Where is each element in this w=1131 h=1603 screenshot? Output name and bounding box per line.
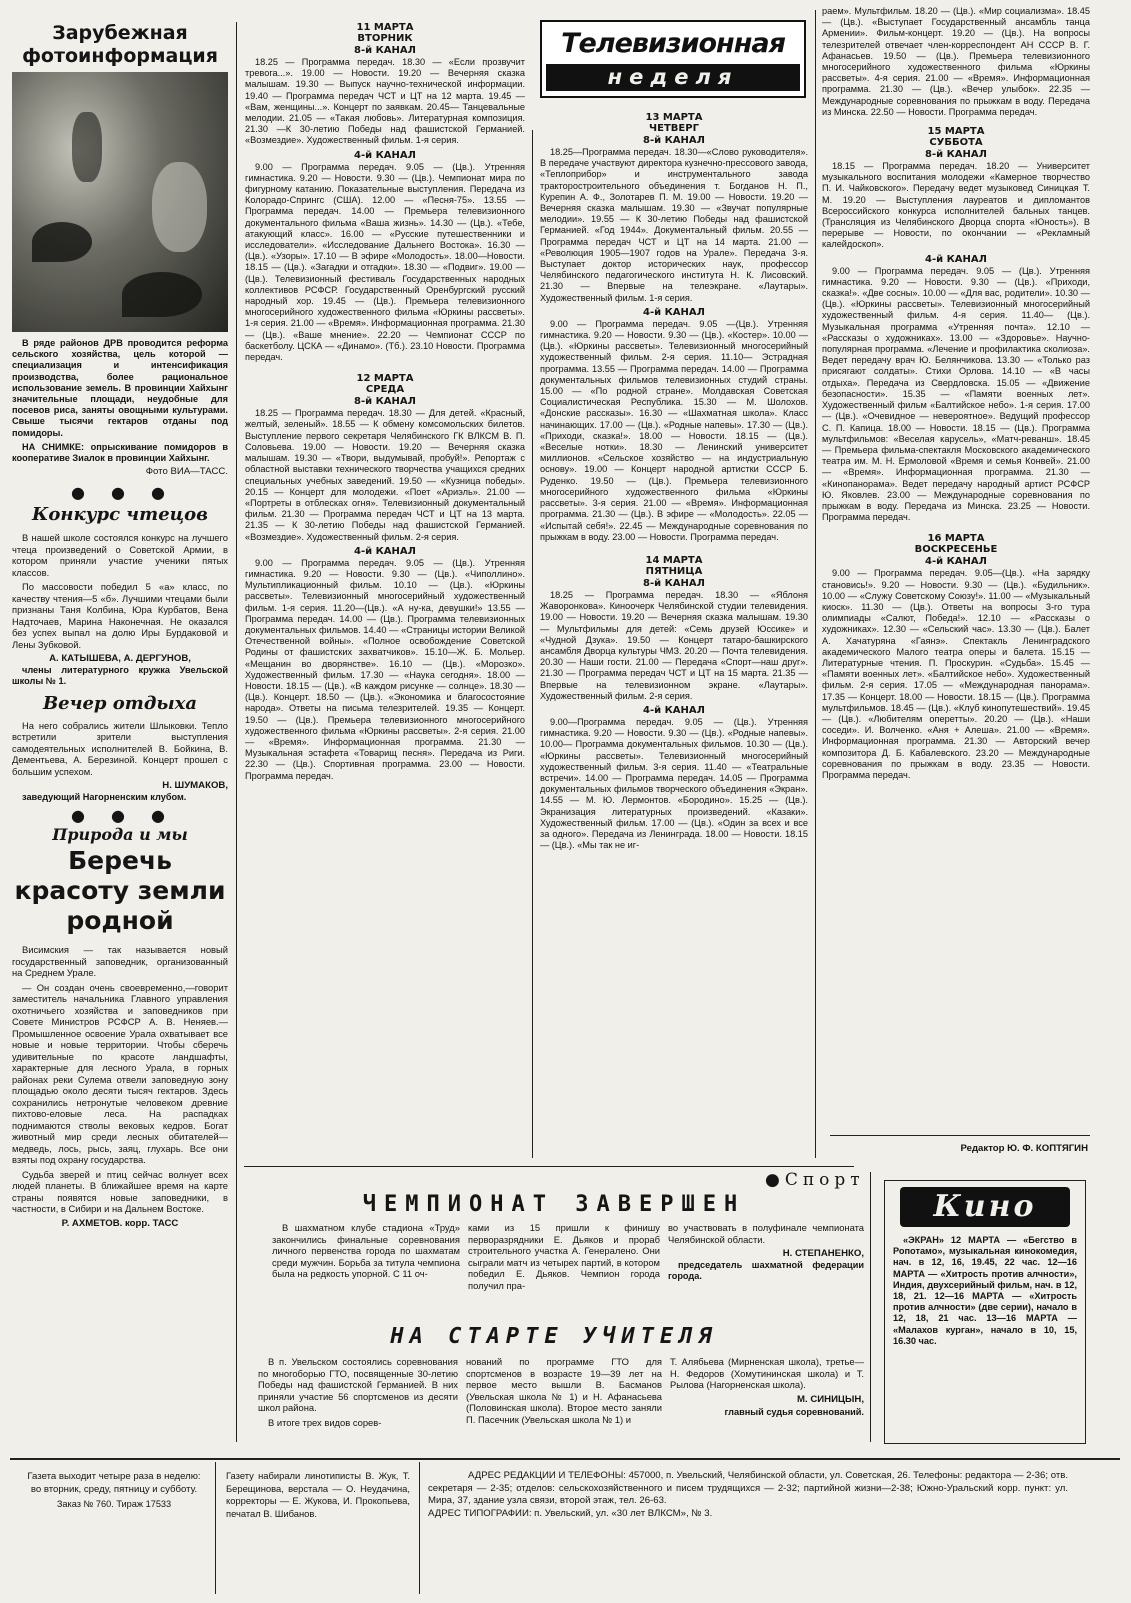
kino-logo: Кино [900,1187,1070,1227]
column-rule [236,22,237,1442]
teacher-author-role: главный судья соревнований. [724,1406,864,1417]
sport-paragraph: В шахматном клубе стадиона «Труд» закончились финальные соревнования личного первенства города по шахматам среди мужчин. Борьба за титула чемпиона была на редкость упорной. С 11 оч- [272,1222,460,1279]
tv-schedule-text: 9.00 — Программа передач. 9.05 — (Цв.). Утренняя гимнастика. 9.20 — Новости. 9.30 — (Цв.). Чемпионат мира по фигурному катанию. Показательные выступления. Передача из Колорадо-Спрингс (США). 12.00 — «Песня-75». 13.55 — Программа передач. 14.00 — Премьера телевизионного документального фильма «Ваша жизнь». 14.30 — (Цв.). «Тебе, атакующий класс». 16.00 — «Русские путешественники и исследователи». «Исследование Дальнего Востока». 16.30 — (Цв.). «Узоры». 17.10 — В эфире «Молодость». 18.00—Новости. 18.15 — (Цв.). «Загадки и отгадки». 18.30 — «Подвиг». 19.00 — (Цв.). Телевизионный фестиваль Государственных народных коллективов РСФСР. Государственный Оренбургский русский народный хор. 19.45 — (Цв.). Премьера телевизионного многосерийного художественного фильма «Юркины рассветы». 1-я серия. 21.00 — «Время». Информационная программа. 21.30 — (Цв.). «Ваше мнение». 22.20 — Чемпионат СССР по баскетболу. ЦСКА — «Динамо». (Тб.). 23.10 Новости. Программа передач. [245,161,525,363]
teacher-author: М. СИНИЦЫН, [797,1393,864,1405]
tv-date: 11 МАРТА [356,22,414,33]
footer-block [226,1470,410,1594]
tv-editor: Редактор Ю. Ф. КОПТЯГИН [960,1143,1088,1154]
news-photo [12,72,228,332]
sport-paragraph: ками из 15 пришли к финишу перворазрядники Е. Дьяков и прораб строительного участка А. Генералено. Они сыграли матч из четырех партий, в котором победил Е. Дьяков. Чемпион города получил пра- [468,1222,660,1291]
nature-title: Беречь красоту земли родной [14,846,226,936]
teacher-paragraph: нований по программе ГТО для спортсменов в возрасте 19—39 лет на первое место вышли В. Басманов (Увельская школа № 1) и Н. Афанасьева (Половинская школа). Второе место заняли П. Пасечник (Увельская школа № 1) и [466,1356,662,1425]
tv-day-header [822,533,1090,555]
tv-week-logo [540,20,806,98]
footer-staff: Газету набирали линотиписты В. Жук, Т. Берещинова, верстала — О. Неудачина, корректоры — Е. Жукова, И. Прокопьева, печатал В. Шибанов. [226,1470,410,1519]
sport-author: Н. СТЕПАНЕНКО, [782,1248,864,1259]
column-rule [244,1166,854,1167]
tv-date: 16 МАРТА [927,533,985,545]
evening-author-role: заведующий Нагорненским клубом. [22,792,187,803]
tv-channel-label: 4-й КАНАЛ [354,149,416,161]
nature-paragraph: Судьба зверей и птиц сейчас волнует всех людей планеты. В ближайшее время на карте страны появятся новые заповедники, в частности, в Сибири и на Дальнем Востоке. [12,1168,228,1215]
kino-listings: «ЭКРАН» 12 МАРТА — «Бегство в Ропотамо», музыкальная кинокомедия, нач. в 12, 16, 19.45, 22 час. 12—16 МАРТА — «Хитрость против алчности», Индия, двухсерийный фильм, нач. в 12, 18, 21. 12—16 МАРТА — «Хитрость против алчности» (две серии), начало в 12, 18, 21 час. 13—16 МАРТА — «Малахов курган», начало в 10, 15, 16.30 час. [893,1235,1077,1346]
foreign-photo-title: Зарубежная фотоинформация [22,22,218,67]
foreign-photo-credit: Фото ВИА—ТАСС. [145,466,228,478]
tv-date: 13 МАРТА [645,112,703,123]
tv-weekday: СУББОТА [929,137,983,149]
tv-day-header [540,112,808,134]
tv-schedule-text: раем». Мультфильм. 18.20 — (Цв.). «Мир социализма». 18.45 — (Цв.). «Выступает Государственный ансамбль танца Армении». Фильм-концерт. 19.20 — (Цв.). На вопросы телезрителей отвечает член-корреспондент АН СССР В. Г. Афанасьев. 19.50 — (Цв.). Премьера телевизионного многосерийного художественного фильма «Юркины рассветы». 4-я серия. 21.00 — «Время». Информационная программа. 21.30 — (Цв.). «Вечер улыбок». 22.35 — Международные соревнования по прыжкам в воду. Передача из Минска. 22.50 — Новости. Программа передач. [822,6,1090,117]
tv-channel-label: 8-й КАНАЛ [354,396,416,408]
evening-title: Вечер отдыха [42,692,198,714]
tv-channel-label: 4-й КАНАЛ [643,704,705,716]
sport-column [468,1222,660,1322]
tv-channel-label: 4-й КАНАЛ [354,545,416,557]
tv-schedule-text: 9.00—Программа передач. 9.05 — (Цв.). Утренняя гимнастика. 9.20 — Новости. 9.30 — (Цв.). «Родные напевы». 10.00— Программа документальных фильмов. 10.30 — (Цв.). «Юркины рассветы». Телевизионный многосерийный художественный фильм. 3-я серия. 11.40 — «Театральные встречи». 14.00 — Программа передач. 14.05 — Программа документальных фильмов творческого объединения «Экран». 14.55 — М. Ю. Лермонтов. «Бородино». 15.25 — (Цв.). Экранизация литературных произведений. «Казаки». Художественный фильм. 17.00 — (Цв.). «Один за всех и все за одного». Передача из Ленинграда. 18.00 — Новости. 18.15 — (Цв.). «Мы так не иг- [540,716,808,851]
sport-column [272,1222,460,1322]
tv-channel-label: 8-й КАНАЛ [354,45,416,56]
tv-channel-label: 8-й КАНАЛ [925,149,987,161]
footer-block [428,1470,1068,1594]
teacher-paragraph: В п. Увельском состоялись соревнования по многоборью ГТО, посвященные 30-летию Победы над фашистской Германией. В них приняли участие 56 спортсменов из десяти школ района. [258,1356,458,1413]
footer-rule [10,1458,1120,1460]
contest-paragraph: По массовости победил 5 «а» класс, по качеству чтения—5 «б». Лучшими чтецами были признаны Таня Колбина, Юра Курбатов, Вена Надточаев, Марина Наконечная. Не оказался без успех выпал на долю Иры Бурдаковой и Лены Зубковой. [12,581,228,650]
tv-column-sat-sun [822,6,1090,1134]
tv-date: 12 МАРТА [356,373,414,385]
column-rule [870,1172,871,1442]
teacher-title: НА СТАРТЕ УЧИТЕЛЯ [390,1324,718,1349]
footer-rule [419,1462,420,1594]
tv-channel-label: 8-й КАНАЛ [643,135,705,146]
tv-weekday: ВОСКРЕСЕНЬЕ [914,544,998,556]
column-rule [830,1135,1090,1136]
tv-day-header [245,373,525,395]
nature-paragraph: Висимския — так называется новый государственный заповедник, организованный на Среднем Урале. [12,944,228,979]
sport-paragraph: во участвовать в полуфинале чемпионата Челябинской области. [668,1222,864,1245]
nature-author: Р. АХМЕТОВ. корр. ТАСС [61,1217,179,1229]
footer-schedule: Газета выходит четыре раза в неделю: во вторник, среду, пятницу и субботу. [27,1471,201,1495]
teacher-column [670,1356,864,1448]
tv-column-thu-fri [540,108,808,1163]
tv-weekday: ВТОРНИК [357,33,413,44]
tv-schedule-text: 18.15 — Программа передач. 18.20 — Университет музыкального воспитания молодежи «Камерное творчество П. И. Чайковского». Передачу ведет музыковед Синицкая Т. М. 19.20 — Выступления лауреатов и дипломантов Всероссийского конкурса исполнителей бальных танцев. (Трансляция из Челябинского Дворца спорта «Юность»). В перерыве — Новости, по окончании — «Рекламный калейдоскоп». [822,161,1090,250]
tv-day-header [540,555,808,577]
contest-paragraph: В нашей школе состоялся конкурс на лучшего чтеца произведений о Советской Армии, в котором приняли участие ученики пятых классов. [12,532,228,578]
tv-weekday: ПЯТНИЦА [645,565,703,577]
kino-box [884,1180,1086,1444]
foreign-photo-caption: НА СНИМКЕ: опрыскивание помидоров в кооперативе Зиалок в провинции Хайхынг. [12,441,228,464]
separator-dots: ●●● [71,483,191,503]
evening-paragraph: На него собрались жители Шлыковки. Тепло встретили зрители выступления самодеятельных исполнителей В. Бойкина, В. Дементьева, А. Березиной. Концерт прошел с большим успехом. [12,719,228,777]
nature-rubric: Природа и мы [52,825,188,845]
tv-column-tue-wed [245,18,525,1163]
tv-logo-line2: неделя [546,64,800,91]
separator-dots: ●●● [71,806,191,826]
contest-title: Конкурс чтецов [32,504,208,526]
sport-column [668,1222,864,1322]
column-rule [815,10,816,1158]
teacher-column [258,1356,458,1448]
teacher-paragraph: В итоге трех видов сорев- [268,1416,382,1428]
sport-rubric: ●Спорт [765,1170,865,1190]
tv-schedule-text: 9.00 — Программа передач. 9.05 — (Цв.). Утренняя гимнастика. 9.20 — Новости. 9.30 — (Цв.). «Чиполлино». Мультипликационный фильм. 10.10 — (Цв.). «Юркины рассветы». Телевизионный многосерийный художественный фильм. 1-я серия. 11.20—(Цв.). «А ну-ка, девушки!» 13.55 — Программа передач. 14.00 — (Цв.). Программа телевизионных документальных фильмов. 14.40 — «Страницы истории Великой Отечественной войны». «Полное освобождение Советской Родины от фашистских захватчиков». 15.10—Ж. Б. Мольер. «Мещанин во дворянстве». 16.10 — (Цв.). «Морозко». Художественный фильм. 17.30 — «Наука сегодня». 18.00 — Новости. 18.15 — (Цв.). «В каждом рисунке — солнце». 18.30 — (Цв.). Концерт. 18.50 — (Цв.). «Экономика и благосостояние народа». Ответы на письма телезрителей. 19.35 — Концерт. 19.50 — (Цв.). Премьера телевизионного многосерийного художественного фильма «Юркины рассветы». 2-я серия. 21.00 — «Время». Информационная программа. 21.30 — Музыкальная эстафета «Товарищ песня». Передача из Риги. 22.30 — (Цв.). Спортивная программа. 23.00 — Новости. Программа передач. [245,557,525,781]
sport-author-role: председатель шахматной федерации города. [668,1260,864,1282]
tv-day-header [822,126,1090,148]
nature-paragraph: — Он создан очень своевременно,—говорит заместитель начальника Главного управления охотничьего хозяйства и заповедников при Совете Министров РСФСР А. В. Неняев.—Промышленное освоение Урала охватывает все новые и новые территории. Чтобы сберечь удивительные по красоте ландшафты, характерные для лесного Урала, в горных районах реки Сулема отвели заповедную зону площадью около десяти тысяч гектаров. Здесь сохранились нетронутые человеком древние пихтово-еловые леса. На распадках поднимаются стволы вековых кедров. Богат животный мир среди лесных обитателей—медведь, лось, рысь, заяц, глухарь. Все они взяты под охрану государства. [12,981,228,1166]
tv-schedule-text: 18.25 — Программа передач. 18.30 — «Если прозвучит тревога...». 19.00 — Новости. 19.20 — Вечерняя сказка малышам. 19.30 — Выпуск научно-технической информации. 19.40 — Программа передач ЧСТ и ЦТ на 12 марта. 19.45 — «Вам, женщины...». Концерт по заявкам. 20.45— Танцевальные мелодии. 21.05 — «Такая любовь». Литературная композиция. 21.30 —К 30-летию Победы над фашистской Германией. «Возмездие». Художественный фильм. 1-я серия. [245,57,525,146]
evening-author: Н. ШУМАКОВ, [162,780,228,792]
tv-channel-label: 4-й КАНАЛ [925,556,987,568]
teacher-column [466,1356,662,1448]
tv-schedule-text: 9.00 — Программа передач. 9.05—(Цв.). «На зарядку становись!». 9.20 — Новости. 9.30 — (Цв.). «Будильник». 10.00 — «Служу Советскому Союзу!». 11.00 — «Музыкальный киоск». 11.30 — (Цв.). Ответы на вопросы 3-го тура олимпиады «Салют, Победа!». 12.10 — «Рассказы о художниках». 12.30 — «Сельский час». 13.30 — (Цв.). Балет А. Хачатуряна «Гаянэ». Спектакль Ленинградского академического Малого театра оперы и балета. 15.15 — Литературные чтения. П. Проскурин. «Судьба». 15.45 — «Памяти военных лет». «Балтийское небо». Художественный фильм. 2-я серия. 17.05 — «Международная панорама». 17.35 — Концерт. 18.00 — Новости. 18.15 — (Цв.). Программа мультфильмов. 18.45 — (Цв.). «Клуб кинопутешествий». 19.45 — (Цв.). «Любителям оперетты». 20.20 — (Цв.). «Наши соседи». И. Волченко. «Аня + Алеша». 21.00 — «Время». Информационная программа. 21.30 — Авторский вечер композитора Д. Б. Кабалевского. 23.20 — Международные соревнования по прыжкам в воду. 23.35 — Новости. Программа передач. [822,568,1090,780]
tv-channel-label: 4-й КАНАЛ [925,253,987,265]
left-column [12,22,228,1452]
footer-print-address: АДРЕС ТИПОГРАФИИ: п. Увельский, ул. «30 лет ВЛКСМ», № 3. [428,1507,713,1519]
footer-block [22,1470,206,1594]
tv-channel-label: 4-й КАНАЛ [643,306,705,318]
tv-schedule-text: 18.25 — Программа передач. 18.30 — «Яблоня Жаворонкова». Киноочерк Челябинской студии телевидения. 19.00 — Новости. 19.20 — Вечерняя сказка малышам. 19.30 — Мультфильмы для детей: «Семь друзей Юссике» и «Чудной Дзука». 19.50 — Концерт татаро-башкирского ансамбля Дворца культуры ЧМЗ. 20.20 — Почта телевидения. 20.30 — Наши гости. 21.00 — Передача «Спорт—наш друг». 21.30 — Программа передач ЧСТ и ЦТ на 15 марта. 21.35 — Впервые на телевизионном экране. «Лаутары». Художественный фильм. 2-я серия. [540,589,808,701]
tv-channel-label: 8-й КАНАЛ [643,577,705,589]
tv-schedule-text: 9.00 — Программа передач. 9.05 —(Цв.). Утренняя гимнастика. 9.20 — Новости. 9.30 — (Цв.). «Костер». 10.00 — (Цв.). «Юркины рассветы». Телевизионный многосерийный художественный фильм. 2-я серия. 11.10— Эстрадная программа. 13.55 — Программа передач. 14.00 — Программа документальных фильмов телевизионных студий страны. 15.00 — «По родной стране». Молдавская Советская Социалистическая Республика. 15.30 — М. Шолохов. «Донские рассказы». 16.30 — «Шахматная школа». Класс начинающих. 17.00 — (Цв.). «Родные напевы». 17.30 — (Цв.). «Приходи, сказка!». 18.00 — Новости. 18.15 — (Цв.). «Веселые нотки». 18.30 — Ленинский университет миллионов. «Сельское хозяйство — на индустриальную основу». 19.00 — Концерт народной артистки СССР Б. Руденко. 19.50 — (Цв.). Премьера телевизионного многосерийного художественного фильма «Юркины рассветы». 3-я серия. 21.00 — «Время». Информационная программа. 21.30 — (Цв.). В эфире — «Молодость». 22.05 — «Испытай себя!». 22.45 — Международные соревнования по прыжкам в воду. 23.00 — Новости. Программа передач. [540,318,808,542]
footer-address: АДРЕС РЕДАКЦИИ И ТЕЛЕФОНЫ: 457000, п. Увельский, Челябинской области, ул. Советская, 26. Телефоны: редактора — 2-36; отв. секретаря — 2-35; отделов: сельскохозяйственного и писем трудящихся — 2-32; партийной жизни—2-38; Южно-Уральский корр. пункт: ул. Мира, 37, здание узла связи, второй этаж, тел. 26-63. [428,1470,1068,1506]
foreign-photo-text: В ряде районов ДРВ проводится реформа сельского хозяйства, цель которой — специализация и интенсификация производства, более рациональное использование земель. В провинции Хайхынг значительные площади, неудобные для посевов риса, заняты овощными культурами. Свыше тысячи гектаров отданы под помидоры. [12,338,228,438]
column-rule [532,130,533,1158]
sport-title: ЧЕМПИОНАТ ЗАВЕРШЕН [362,1192,746,1217]
teacher-paragraph: Т. Алябьева (Мирненская школа), третье—Н. Федоров (Хомутининская школа) и Т. Рылова (Нагорненская школа). [670,1356,864,1390]
tv-schedule-text: 18.25—Программа передач. 18.30—«Слово руководителя». В передаче участвуют директора кузнечно-прессового завода, «Теплоприбор» и инструментального завода тракторостроительного объединения т. Богданов Н. П., Курепин А. Ф., Золотарев П. М. 19.00 — Новости. 19.20 — Вечерняя сказка малышам. 19.30 — «Звучат популярные мелодии». 19.55 — К 30-летию Победы над фашистской Германией. «Год 1944». Документальный фильм. 20.55 — Программа передач ЧСТ и ЦТ на 14 марта. 21.00 — «Революция 1905—1907 годов на Урале». Передача 3-я. Выступает доктор исторических наук, профессор Челябинского педагогического института Н. К. Лисовский. 21.30 — Впервые на телеэкране. «Лаутары». Художественный фильм. 1-я серия. [540,147,808,303]
tv-weekday: ЧЕТВЕРГ [649,123,699,134]
sport-rubric-label: Спорт [784,1170,865,1190]
tv-schedule-text: 9.00 — Программа передач. 9.05 — (Цв.). Утренняя гимнастика. 9.20 — Новости. 9.30 — (Цв.). «Приходи, сказка!». «Две сосны». 10.00 — «Для вас, родители». 10.30 — (Цв.). «Юркины рассветы». Телевизионный многосерийный художественный фильм. 4-я серия. 11.40— (Цв.). Музыкальная программа «Утренняя почта». 12.10 — «Рассказы о художниках». 13.00 — «Здоровье». Научно-популярная программа. «Лечение и профилактика сколиоза». Ведет передачу врач Ю. Белянчикова. 13.30 — «Только раз присягают солдаты». Стихи Орлова. 14.10 — «В часы отдыха». Передача из Свердловска. 15.05 — «Движение безопасности». 15.35 — «Памяти военных лет». Художественный фильм «Балтийское небо». 1-я серия. 17.00 — (Цв.). «Очевидное — невероятное». Ведущий профессор С. П. Капица. 18.00 — Новости. 18.15 — (Цв.). Программа мультфильмов: «Веселая карусель», «Матч-реванш». 18.45 — Премьера фильма-спектакля Московского академического театра им. М. Н. Ермоловой «Время и семья Конвей». 21.00 — «Время». Информационная программа. 21.30 — «Кинопанорама». Ведет передачу народный артист РСФСР Ю. Яковлев. 23.00 — Международные соревнования по прыжкам в воду. Передача из Минска. 23.25 — Новости. Программа передач. [822,265,1090,523]
tv-schedule-text: 18.25 — Программа передач. 18.30 — Для детей. «Красный, желтый, зеленый». 18.55 — К обмену комсомольских билетов. Выступление первого секретаря Челябинского ГК ВЛКСМ В. П. Соловьева. 19.00 — Новости. 19.20 — Вечерняя сказка малышам. 19.30 — «Твори, выдумывай, пробуй!». Репортаж с областной выставки технического творчества учащихся средних специальных учебных заведений. 19.50 — «Кузница победы». 20.15 — Концерт для молодежи. «Поет «Ариэль». 21.00 — «Портреты в отблесках огня». Телевизионный документальный фильм. 21.30 — Программа передач ЧСТ и ЦТ на 13 марта. 21.35 — К 30-летию Победы над фашистской Германией. «Возмездие». Художественный фильм. 2-я серия. [245,408,525,542]
tv-logo-line1: Телевизионная [546,26,800,62]
tv-day-header [245,22,525,44]
footer-order: Заказ № 760. Тираж 17533 [56,1499,172,1509]
footer-rule [215,1462,216,1594]
contest-author-role: члены литературного кружка Увельской школы № 1. [12,665,228,687]
contest-author: А. КАТЫШЕВА, А. ДЕРГУНОВ, [49,653,191,665]
tv-date: 15 МАРТА [927,126,985,138]
tv-date: 14 МАРТА [645,554,703,566]
tv-weekday: СРЕДА [365,384,405,396]
